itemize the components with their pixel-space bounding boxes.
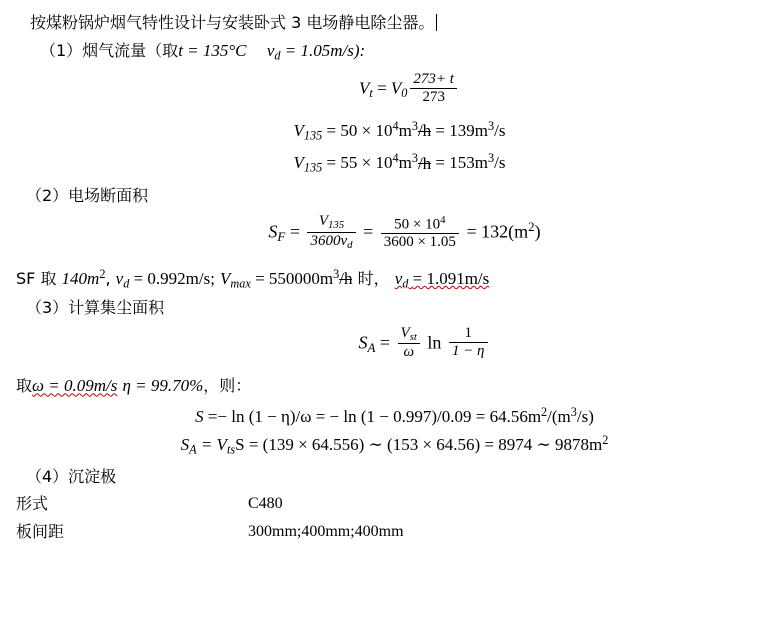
eq-sa-f1-num-sub: st <box>409 330 417 343</box>
eq-v135b-value-exp: 4 <box>392 151 399 166</box>
table-row <box>16 496 745 512</box>
eq-v135a-unit-den: /h <box>417 120 432 140</box>
eq-s-tail: /(m <box>547 407 571 427</box>
table-row <box>16 524 745 540</box>
eq-v135a-result-exp: 3 <box>488 118 495 133</box>
spec-value-plate-spacing: 300mm;400mm;400mm <box>248 523 404 541</box>
equation-sa: $S_A$ = $\frac{V_{st}}{\omega}$ ln $\frac{1}{1 - \eta}$ <box>14 327 745 362</box>
note-sf-prefix: SF 取 <box>16 268 57 288</box>
eq-v135b-unit-den: /h <box>417 153 432 173</box>
text-caret <box>436 14 437 31</box>
eq-s-tail-exp: 3 <box>570 405 577 420</box>
eq-v135b-result-unit: m <box>474 153 488 173</box>
eq-sf-f2-den: 3600 × 1.05 <box>383 234 456 251</box>
eq-s-lhs: S <box>195 407 204 427</box>
note-sf-vd2-val: = 1.091m/s <box>412 268 490 288</box>
eq-sa-fraction-1 <box>398 326 420 361</box>
eq-v135a-value: 50 × 10 <box>340 120 393 140</box>
eq-v135a-result: 139 <box>449 120 475 140</box>
note-sf-vd-sym: v <box>115 268 124 288</box>
eq-vt-fraction <box>410 72 457 105</box>
page-title <box>14 14 745 31</box>
eq-sa-f1-num <box>398 326 420 345</box>
equation-v135-b: $V_{135} = 55 \times 10^4m^3/h = 153m^3/s$ <box>293 151 506 175</box>
section-1-vd-sub: d <box>274 48 281 63</box>
eq-sa-f1-den: ω <box>403 344 415 361</box>
eq-v135a-unit-exp: 3 <box>411 118 418 133</box>
eq-sf-f2-num-text: 50 × 10 <box>394 216 441 233</box>
eq-sf-f2-num-exp: 4 <box>440 213 446 226</box>
equation-sa-result <box>14 434 745 456</box>
title-text: 按煤粉锅炉烟气特性设计与安装卧式 3 电场静电除尘器。 <box>30 13 435 32</box>
eq-sa2-lhs-sub: A <box>189 442 197 457</box>
eq-sa2-vts: = V <box>200 434 227 454</box>
eq-vt-lhs-sub: t <box>369 85 373 100</box>
eq-v135a-unit-m: m <box>398 120 412 140</box>
note-sf-vd2-sym: v <box>394 268 403 288</box>
eq-sf-f1-den-sub: d <box>347 239 353 252</box>
eq-sa-lhs: S <box>358 332 368 353</box>
eq-sf-f1-num-sym: V <box>318 213 328 230</box>
eq-sa2-body: S = (139 × 64.556) ∼ (153 × 64.56) = 8974 ∼ 9878m <box>235 434 603 454</box>
eq-v135b-lhs: V <box>293 153 304 173</box>
section-1-heading <box>14 42 745 62</box>
eq-s-exp: 2 <box>541 405 548 420</box>
section-2-heading <box>14 188 745 204</box>
eq-sf-f1-den-sym: 3600v <box>310 233 348 249</box>
note-sa-eta: η = 99.70% <box>122 376 204 396</box>
eq-sf-fraction-1 <box>307 214 355 251</box>
section-3-heading <box>14 297 745 317</box>
eq-sa2-vts-sub: ts <box>226 442 236 457</box>
eq-s-body: =− ln (1 − η)/ω = − ln (1 − 0.997)/0.09 = 64.56m <box>207 407 542 427</box>
eq-vt-numerator: 273+ t <box>410 72 457 89</box>
section-2-note <box>14 268 745 290</box>
eq-sf-f1-den <box>307 233 355 251</box>
note-sf-vd2-sub: d <box>402 276 409 291</box>
note-sf-time: 时， <box>357 268 390 288</box>
eq-v135b-result-exp: 3 <box>488 151 495 166</box>
section-4-label: （4）沉淀极 <box>26 467 117 487</box>
spec-label-form: 形式 <box>16 494 49 514</box>
equation-vt <box>14 70 745 106</box>
section-4-heading <box>14 469 745 485</box>
eq-sf-result-end: ) <box>534 221 541 242</box>
note-sf-vmax-val: = 550000m <box>255 268 334 288</box>
eq-v135b-result: 153 <box>449 153 475 173</box>
section-1-vd-value: = 1.05m/s): <box>284 41 366 60</box>
eq-sf-f2-num <box>381 215 459 234</box>
eq-sf-f1-num <box>307 214 355 233</box>
eq-sa-fraction-2 <box>449 326 488 359</box>
eq-sa-ln: ln <box>427 332 442 353</box>
eq-sa-f1-num-sym: V <box>400 324 410 341</box>
note-sf-comma: , <box>105 268 111 288</box>
eq-sf-result: 132(m <box>481 221 529 242</box>
note-sa-suffix: ，则： <box>203 376 252 396</box>
eq-vt-equals: = <box>377 78 387 98</box>
equation-sf: $S_F$ = $\frac{V_{135}}{3600v_d}$ = $\frac{50 \times 10^4}{3600 \times 1.05}$ = $132(m^2)$ <box>268 213 541 252</box>
note-sf-v1-exp: 2 <box>99 266 106 281</box>
section-3-note <box>14 377 745 394</box>
eq-v135a-lhs-sub: 135 <box>303 128 323 143</box>
eq-sa-lhs-sub: A <box>367 339 376 355</box>
section-1-vd-symbol: v <box>266 41 275 60</box>
eq-sf-result-exp: 2 <box>528 219 535 235</box>
section-3-label: （3）计算集尘面积 <box>26 297 165 317</box>
note-sf-vmax-exp: 3 <box>333 266 340 281</box>
eq-sa2-lhs: S <box>180 434 190 454</box>
eq-sf-lhs: S <box>268 221 278 242</box>
eq-s-tail-end: /s) <box>576 407 594 427</box>
eq-sa-f2-num: 1 <box>449 326 488 343</box>
eq-sf-fraction-2 <box>381 215 459 250</box>
note-sf-vmax-sub: max <box>230 276 251 291</box>
eq-sf-lhs-sub: F <box>277 229 286 245</box>
eq-vt-lhs: V <box>359 78 370 98</box>
eq-v135b-lhs-sub: 135 <box>303 160 323 175</box>
note-sf-vd-val: = 0.992m/s; <box>133 268 215 288</box>
eq-v135a-value-exp: 4 <box>392 118 399 133</box>
eq-v135a-result-unit: m <box>474 120 488 140</box>
note-sa-omega: ω = 0.09m/s <box>32 376 118 396</box>
precipitator-spec-table <box>14 496 745 540</box>
note-sa-prefix: 取 <box>16 376 33 396</box>
eq-v135b-unit-exp: 3 <box>411 151 418 166</box>
eq-sf-f1-num-sub: 135 <box>328 219 345 232</box>
eq-sa2-exp: 2 <box>602 432 609 447</box>
section-1-t: t = 135°C <box>178 41 247 60</box>
eq-v135b-result-den: /s <box>494 153 506 173</box>
equation-s-result <box>14 406 745 425</box>
note-sf-vd-sub: d <box>123 276 130 291</box>
note-sf-v1: 140m <box>61 268 100 288</box>
eq-v135b-unit-m: m <box>398 153 412 173</box>
eq-v135a-result-den: /s <box>494 120 506 140</box>
eq-v135a-lhs: V <box>293 120 304 140</box>
eq-vt-v0: V <box>390 78 402 98</box>
spec-value-form: C480 <box>248 495 283 513</box>
eq-vt-v0-sub: 0 <box>401 85 408 100</box>
note-sf-vmax-sym: V <box>220 268 231 288</box>
equation-v135-a: $V_{135} = 50 \times 10^4m^3/h = 139m^3/s$ <box>293 118 506 143</box>
section-1-label: （1）烟气流量（取 <box>40 41 179 60</box>
section-2-label: （2）电场断面积 <box>26 186 149 206</box>
note-sf-vmax-unit: /h <box>339 268 353 288</box>
spec-label-plate-spacing: 板间距 <box>16 522 65 542</box>
eq-v135b-value: 55 × 10 <box>340 153 393 173</box>
eq-sa-f2-den: 1 − η <box>451 343 485 360</box>
eq-vt-denominator: 273 <box>422 88 445 105</box>
